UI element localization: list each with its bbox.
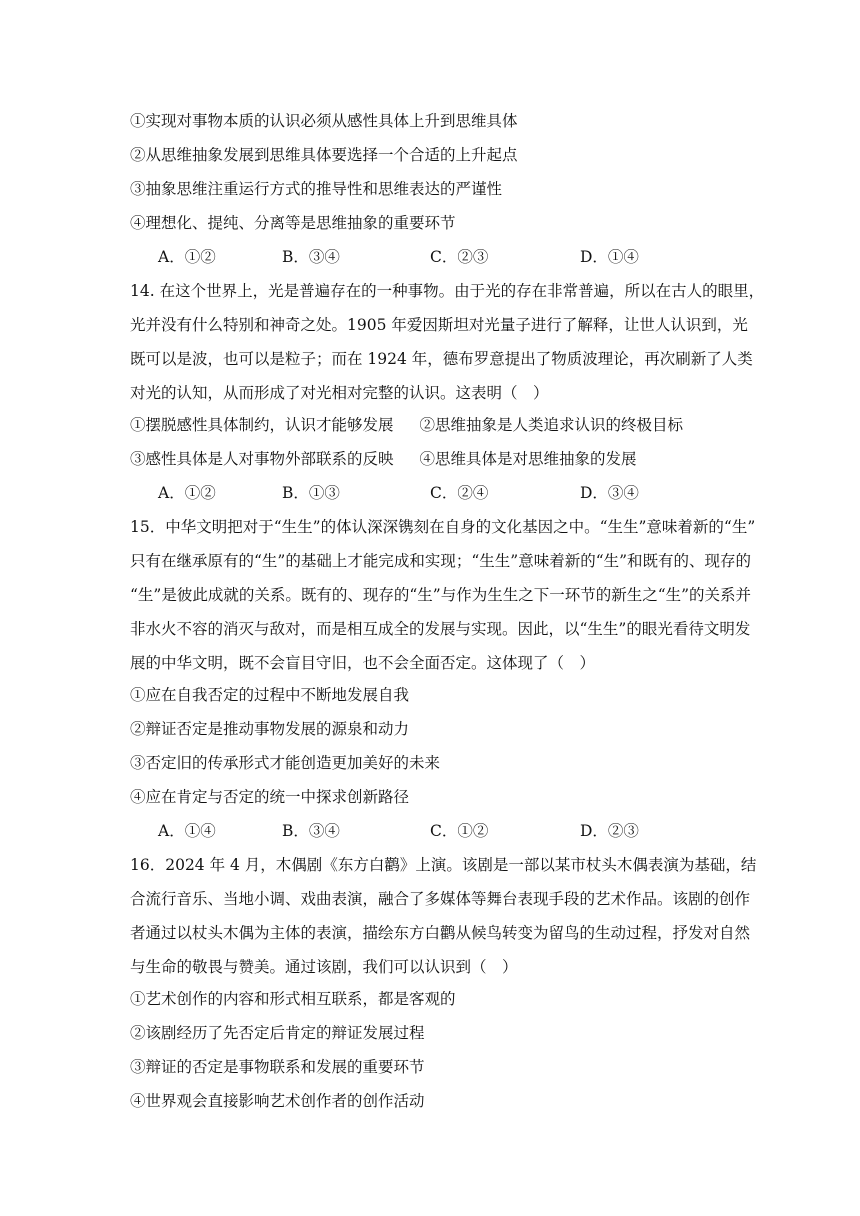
q14-option-b[interactable]: B．①③ bbox=[282, 484, 340, 502]
q16-statement-4: ④世界观会直接影响艺术创作者的创作活动 bbox=[130, 1092, 425, 1110]
q14-option-d[interactable]: D．③④ bbox=[580, 484, 639, 502]
q14-stem-line: 14. 在这个世界上，光是普遍存在的一种事物。由于光的存在非常普遍，所以在古人的眼里， bbox=[130, 282, 765, 300]
q14-stem bbox=[130, 281, 765, 417]
q15-statement-1: ①应在自我否定的过程中不断地发展自我 bbox=[130, 686, 410, 704]
q14-statement-1: ①摆脱感性具体制约，认识才能够发展 bbox=[130, 416, 394, 434]
q14-statements-row-2 bbox=[130, 449, 750, 469]
q15-statement-4: ④应在肯定与否定的统一中探求创新路径 bbox=[130, 788, 410, 806]
q14-statement-4: ④思维具体是对思维抽象的发展 bbox=[419, 450, 637, 468]
q16-stem-line: 与生命的敬畏与赞美。通过该剧，我们可以认识到（ ） bbox=[130, 958, 518, 976]
q15-statement-2: ②辩证否定是推动事物发展的源泉和动力 bbox=[130, 720, 410, 738]
q14-stem-line: 对光的认知，从而形成了对光相对完整的认识。这表明（ ） bbox=[130, 384, 549, 402]
q14-stem-line: 光并没有什么特别和神奇之处。1905 年爱因斯坦对光量子进行了解释，让世人认识到，光 bbox=[130, 316, 748, 334]
q13-option-a[interactable]: A．①② bbox=[158, 248, 216, 266]
q13-statement-1: ①实现对事物本质的认识必须从感性具体上升到思维具体 bbox=[130, 112, 518, 130]
q15-statement-3: ③否定旧的传承形式才能创造更加美好的未来 bbox=[130, 754, 441, 772]
q15-stem-line: 15．中华文明把对于“生生”的体认深深镌刻在自身的文化基因之中。“生生”意味着新的“生” bbox=[130, 518, 756, 536]
q15-stem-line: 只有在继承原有的“生”的基础上才能完成和实现；“生生”意味着新的“生”和既有的、现存的 bbox=[130, 552, 752, 570]
q13-statement-2: ②从思维抽象发展到思维具体要选择一个合适的上升起点 bbox=[130, 146, 518, 164]
q13-options bbox=[158, 247, 758, 267]
q16-stem-line: 者通过以杖头木偶为主体的表演，描绘东方白鹳从候鸟转变为留鸟的生动过程，抒发对自然 bbox=[130, 924, 751, 942]
q15-stem-line: “生”是彼此成就的关系。既有的、现存的“生”与作为生生之下一环节的新生之“生”的关系并 bbox=[130, 586, 752, 604]
q15-option-c[interactable]: C．①② bbox=[430, 822, 489, 840]
q13-statement-4: ④理想化、提纯、分离等是思维抽象的重要环节 bbox=[130, 214, 456, 232]
q14-statement-3: ③感性具体是人对事物外部联系的反映 bbox=[130, 450, 394, 468]
q14-option-a[interactable]: A．①② bbox=[158, 484, 216, 502]
q16-stem-line: 合流行音乐、当地小调、戏曲表演，融合了多媒体等舞台表现手段的艺术作品。该剧的创作 bbox=[130, 890, 751, 908]
q13-option-c[interactable]: C．②③ bbox=[430, 248, 489, 266]
q16-statement-3: ③辩证的否定是事物联系和发展的重要环节 bbox=[130, 1058, 425, 1076]
q15-stem-line: 展的中华文明，既不会盲目守旧，也不会全面否定。这体现了（ ） bbox=[130, 654, 596, 672]
q14-options bbox=[158, 483, 758, 503]
q16-stem-line: 16．2024 年 4 月，木偶剧《东方白鹳》上演。该剧是一部以某市杖头木偶表演为基础，结 bbox=[130, 856, 757, 874]
q15-stem-line: 非水火不容的消灭与敌对，而是相互成全的发展与实现。因此，以“生生”的眼光看待文明发 bbox=[130, 620, 751, 638]
q15-option-a[interactable]: A．①④ bbox=[158, 822, 216, 840]
q13-option-d[interactable]: D．①④ bbox=[580, 248, 639, 266]
q16-statement-1: ①艺术创作的内容和形式相互联系，都是客观的 bbox=[130, 990, 456, 1008]
q16-statement-2: ②该剧经历了先否定后肯定的辩证发展过程 bbox=[130, 1024, 425, 1042]
q13-statement-3: ③抽象思维注重运行方式的推导性和思维表达的严谨性 bbox=[130, 180, 503, 198]
q16-stem bbox=[130, 855, 757, 991]
q15-stem bbox=[130, 517, 756, 687]
q14-option-c[interactable]: C．②④ bbox=[430, 484, 489, 502]
q14-statement-2: ②思维抽象是人类追求认识的终极目标 bbox=[419, 416, 684, 434]
q14-statements-row-1 bbox=[130, 415, 750, 435]
q14-stem-line: 既可以是波，也可以是粒子；而在 1924 年，德布罗意提出了物质波理论，再次刷新了人类 bbox=[130, 350, 753, 368]
q15-options bbox=[158, 821, 758, 841]
q13-option-b[interactable]: B．③④ bbox=[282, 248, 340, 266]
q15-option-b[interactable]: B．③④ bbox=[282, 822, 340, 840]
q15-option-d[interactable]: D．②③ bbox=[580, 822, 639, 840]
